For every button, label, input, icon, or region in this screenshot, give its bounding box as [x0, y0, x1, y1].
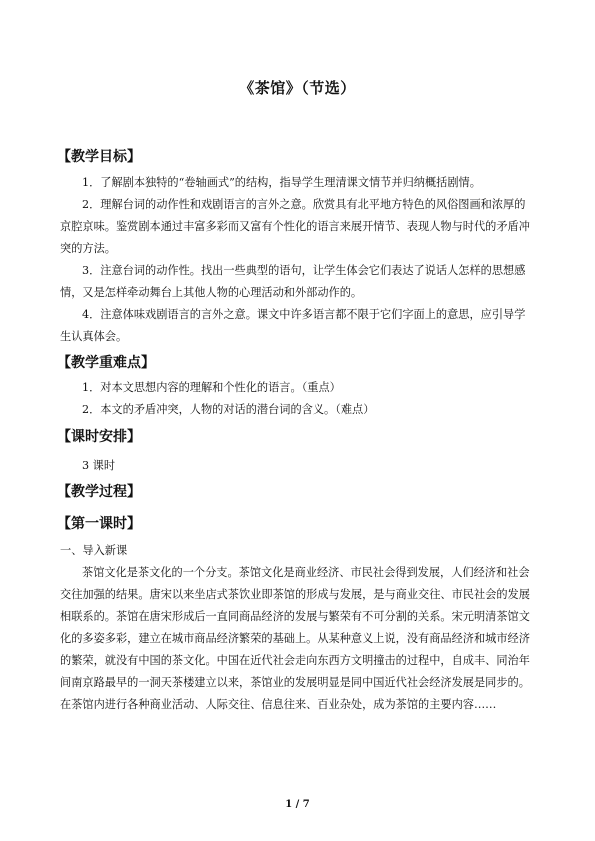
subheading-intro: 一、导入新课 — [60, 544, 128, 557]
keypoint-item-1: 1．对本文思想内容的理解和个性化的语言。（重点） — [82, 381, 341, 394]
heading-key-points: 【教学重难点】 — [57, 355, 155, 371]
schedule-text: 3 课时 — [82, 459, 116, 472]
heading-process: 【教学过程】 — [57, 484, 141, 500]
page-number: 1 / 7 — [285, 799, 310, 810]
goal-item-4: 4．注意体味戏剧语言的言外之意。课文中许多语言都不限于它们字面上的意思，应引导学生认真体会。 — [60, 308, 526, 343]
intro-paragraph: 茶馆文化是茶文化的一个分支。茶馆文化是商业经济、市民社会得到发展，人们经济和社会交往加强的结果。唐宋以来坐店式茶饮业即茶馆的形成与发展，是与商业交往、市民社会的发展相联系的。茶馆在唐宋形成后一直同商品经济的发展与繁荣有不可分割的关系。宋元明清茶馆文化的多姿多彩，建立在城市商品经济繁荣的基础上。从某种意义上说，没有商品经济和城市经济的繁荣，就没有中国的茶文化。中国在近代社会走向东西方文明撞击的过程中，自成丰、同治年间南京路最早的一洞天茶楼建立以来，茶馆业的发展明显是同中国近代社会经济发展是同步的。在茶馆内进行各种商业活动、人际交往、信息往来、百业杂处，成为茶馆的主要内容…… — [60, 566, 530, 711]
goal-item-2: 2．理解台词的动作性和戏剧语言的言外之意。欣赏具有北平地方特色的风俗图画和浓厚的京腔京味。鉴赏剧本通过丰富多彩而又富有个性化的语言来展开情节、表现人物与时代的矛盾冲突的方法。 — [60, 198, 530, 255]
heading-teaching-goals: 【教学目标】 — [57, 149, 141, 165]
keypoint-item-2: 2．本文的矛盾冲突，人物的对话的潜台词的含义。（难点） — [82, 403, 375, 416]
document-title: 《茶馆》（节选） — [239, 79, 356, 97]
goal-item-1: 1．了解剧本独特的“卷轴画式”的结构，指导学生理清课文情节并归纳概括剧情。 — [82, 176, 481, 189]
heading-schedule: 【课时安排】 — [57, 429, 141, 445]
heading-lesson-1: 【第一课时】 — [57, 516, 141, 532]
goal-item-3: 3．注意台词的动作性。找出一些典型的语句，让学生体会它们表达了说话人怎样的思想感情，又是怎样牵动舞台上其他人物的心理活动和外部动作的。 — [60, 264, 526, 299]
